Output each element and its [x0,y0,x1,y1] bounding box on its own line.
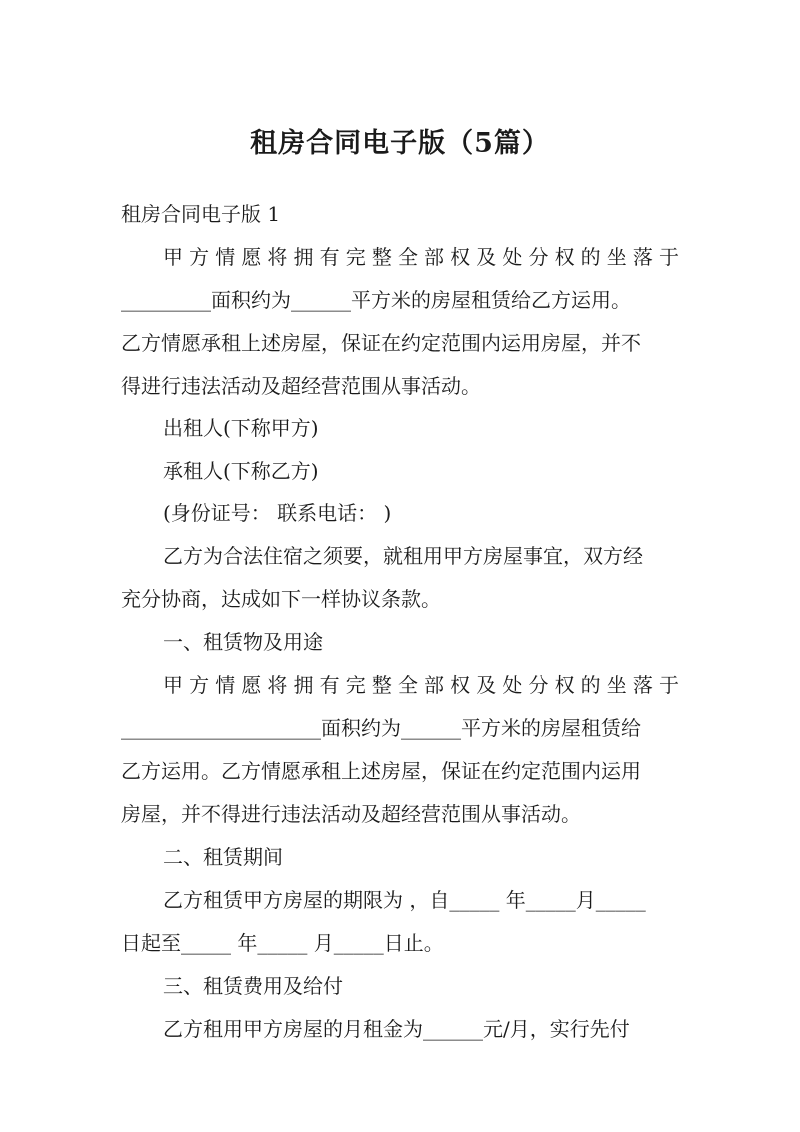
paragraph-line: 甲方情愿将拥有完整全部权及处分权的坐落于 [163,245,679,269]
clause-heading: 一、租赁物及用途 [163,630,323,654]
party-lessee: 承租人(下称乙方) [163,459,319,483]
paragraph-line: _________面积约为______平方米的房屋租赁给乙方运用。 [121,288,631,312]
section-heading: 租房合同电子版 1 [121,202,281,226]
paragraph-line: 乙方运用。乙方情愿承租上述房屋，保证在约定范围内运用 [121,759,641,783]
paragraph-line: 充分协商，达成如下一样协议条款。 [121,587,441,611]
paragraph-line: 日起至_____ 年_____ 月_____日止。 [121,931,444,955]
paragraph-line: 房屋，并不得进行违法活动及超经营范围从事活动。 [121,802,581,826]
paragraph-line: 乙方情愿承租上述房屋，保证在约定范围内运用房屋，并不 [121,331,641,355]
clause-heading: 三、租赁费用及给付 [163,974,343,998]
paragraph-line: 甲方情愿将拥有完整全部权及处分权的坐落于 [163,673,679,697]
document-title: 租房合同电子版（5篇） [250,128,550,159]
paragraph-line: 乙方租赁甲方房屋的期限为 ，自_____ 年_____月_____ [163,888,646,912]
paragraph-line: ____________________面积约为______平方米的房屋租赁给 [121,716,641,740]
paragraph-line: 得进行违法活动及超经营范围从事活动。 [121,374,481,398]
party-id-phone: (身份证号： 联系电话： ) [163,501,392,525]
paragraph-line: 乙方为合法住宿之须要，就租用甲方房屋事宜，双方经 [163,544,643,568]
party-lessor: 出租人(下称甲方) [163,416,319,440]
paragraph-line: 乙方租用甲方房屋的月租金为______元/月，实行先付 [163,1017,630,1041]
clause-heading: 二、租赁期间 [163,845,283,869]
